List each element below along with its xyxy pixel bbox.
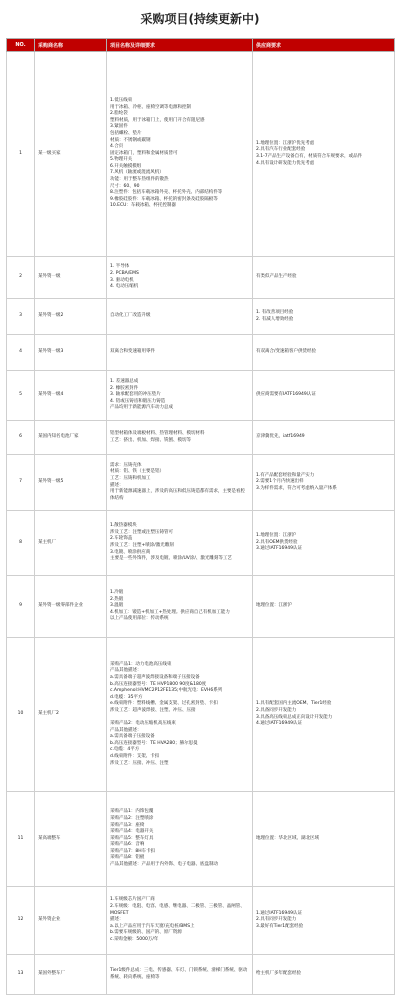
row-items: 1. 差速器总成 2. 橡胶密封件 3. 轴承配套用的冲压垫片 4. 铝或压铸齿和锻压力铸造 产品均用于新能源汽车动力总成 [107, 371, 253, 421]
row-items: 1. 半导体 2. PCBA/EMS 3. 驱动电机 4. 电动压缩机 [107, 257, 253, 299]
row-items: 采购产品1：动力电池高压线束 产品其他描述： a.需具备端子超声波焊接设备和端子压接设备 b.高压连接器型号：TE HVP1800 90度&180度 c.Amphenol:HVMC2P12FE135;中航光电：EVH6系列 d.电缆：35平方 e.线束附件：塑料线槽、金属支架、过孔密封垫、卡扣 涉及工艺：超声波焊接、注塑、冲压、压接 采购产品2：电动压缩机高压线束 产品其他描述： a.需具备端子压接设备 b.高压连接器型号：TE HVA280；赫尔思曼 c.电缆：4平方 d.线束附件：支架、卡扣 涉及工艺：压接、冲压、注塑 [107, 638, 253, 792]
row-supplier-requirements: 1.具有配套国内主流OEM、Tier1经验 2.具备同步开发能力 3.具备高压线束总成正向设计开发能力 4.通过IATF16949认证 [253, 638, 395, 792]
row-buyer-name: 某外资一级零部件企业 [35, 576, 107, 638]
row-no: 13 [7, 955, 35, 995]
row-supplier-requirements: 京津冀优先，iatf16949 [253, 421, 395, 455]
row-no: 4 [7, 335, 35, 371]
row-no: 7 [7, 455, 35, 511]
row-supplier-requirements: 给主机厂多年配套经验 [253, 955, 395, 995]
row-buyer-name: 某国内知名电池厂家 [35, 421, 107, 455]
row-buyer-name: 某主机厂2 [35, 638, 107, 792]
row-supplier-requirements: 1.有产品配套经验和量产实力 2.需要1个月内快速出样 3.为样件需求，符合可考虑纳入量产体系 [253, 455, 395, 511]
procurement-table [6, 38, 395, 995]
table-row [7, 335, 395, 371]
row-supplier-requirements: 1.地理位置：江浙沪优先考虑 2.具有汽车行业配套经验 3.1-7产品生产设备自有，材质符合车规要求，或品件 4.具有设计研发能力优先考虑 [253, 52, 395, 257]
row-no: 11 [7, 792, 35, 887]
row-supplier-requirements: 供应商需要有IATF16949认证 [253, 371, 395, 421]
row-buyer-name: 某外资一级3 [35, 335, 107, 371]
row-supplier-requirements: 1. 有改善项目经验 2. 有减人增效经验 [253, 299, 395, 335]
table-row [7, 887, 395, 955]
row-buyer-name: 某外资一级2 [35, 299, 107, 335]
row-buyer-name: 某外资企业 [35, 887, 107, 955]
row-supplier-requirements: 有类似产品生产经验 [253, 257, 395, 299]
row-items: 采购产品1：内饰包覆 采购产品2：注塑喷涂 采购产品3：座椅 采购产品4：电器开关 采购产品5：整车灯具 采购产品6：音响 采购产品7：8H车卡扣 采购产品8：铝板 产品其他描述：产品用于内外饰、电子电器、底盘制动 [107, 792, 253, 887]
row-no: 8 [7, 511, 35, 576]
row-items: 自动化工厂改造升级 [107, 299, 253, 335]
row-buyer-name: 某主机厂 [35, 511, 107, 576]
row-items: 铝型材箱体及端板材料、热管理材料、模切材料 工艺：挤出、机加、焊接、铣刨、模切等 [107, 421, 253, 455]
header-buyer-name: 采购商名称 [35, 39, 107, 52]
row-supplier-requirements: 1.通过IATF16949认证 2.具有同步开发能力 3.最好有Tier1配套经验 [253, 887, 395, 955]
row-items: 双离合和变速箱用零件 [107, 335, 253, 371]
row-items: 1.冷锻 2.热锻 3.温锻 4.机加工：锻造+机加工+热处理。供应商自己有机加工能力 以上产品使用部位：传动系统 [107, 576, 253, 638]
row-no: 9 [7, 576, 35, 638]
table-row [7, 511, 395, 576]
table-row [7, 421, 395, 455]
table-row [7, 638, 395, 792]
row-buyer-name: 某国外整车厂 [35, 955, 107, 995]
row-buyer-name: 某外资一级5 [35, 455, 107, 511]
row-items: Tier1级件总成：三电、传感器、车灯、门锁系统、滑梯门系统、驱动系统、转向系统、座椅等 [107, 955, 253, 995]
table-row [7, 455, 395, 511]
table-row [7, 52, 395, 257]
table-row [7, 299, 395, 335]
row-supplier-requirements: 有双离合/变速箱客户供货经验 [253, 335, 395, 371]
row-buyer-name: 某一级买家 [35, 52, 107, 257]
row-items: 1.低压线束 用于冰箱、冷柜、座椅空调等电源和控制 2.脂纶袋 塑料材质，用于冰箱门上，使用门开合有阻尼感 3.紧固件 包括螺栓、垫片 材质：不锈钢或碳钢 4.合页 固定冰箱门，塑料和金属材质皆可 5.物理开关 6.开关触摸模组 7.风机（轴流或混流风机） 功能：用于整车热组件的散热 尺寸：60、90 8.注塑件：包括车载冰箱外壳、杯托外壳、内部结构件等 9.橡胶硅胶件：车载冰箱、杯托的密封条及硅胶隔板等 10.ECU：车载冰箱、杯托控制器 [107, 52, 253, 257]
row-supplier-requirements: 1.地理位置：江浙沪 2.具有OEM供货经验 3.通过IATF16949认证 [253, 511, 395, 576]
row-items: 需求：压铸壳体 材质：铝、铁（主要是铝） 工艺：压铸和机加工 描述： 用于新能源减速器上，涉及的高压和低压铸造都有需求，主要是看腔体结构 [107, 455, 253, 511]
row-items: 1.车规级芯片国产厂商 2.车规级：电阻、电容、电感、继电器、二极管、三极管、晶闸管、MOSFET 描述： a.以上产品应用于汽车天窗/充电桩/BMS上 b.需要车规级的、国产的、原厂资源 c.采购金额：5000万/年 [107, 887, 253, 955]
table-row [7, 576, 395, 638]
table-header-row [7, 39, 395, 52]
table-row [7, 371, 395, 421]
row-buyer-name: 某外资一级4 [35, 371, 107, 421]
table-row [7, 955, 395, 995]
header-no: NO. [7, 39, 35, 52]
table-row [7, 792, 395, 887]
row-no: 3 [7, 299, 35, 335]
row-supplier-requirements: 地理位置：江浙沪 [253, 576, 395, 638]
header-supplier-requirements: 供应商要求 [253, 39, 395, 52]
row-no: 10 [7, 638, 35, 792]
row-no: 12 [7, 887, 35, 955]
row-supplier-requirements: 地理位置：华北区域、湖北区域 [253, 792, 395, 887]
row-buyer-name: 某外资一级 [35, 257, 107, 299]
table-row [7, 257, 395, 299]
page-title: 采购项目(持续更新中) [140, 12, 260, 26]
row-buyer-name: 某高端整车 [35, 792, 107, 887]
row-no: 1 [7, 52, 35, 257]
row-no: 2 [7, 257, 35, 299]
row-items: 1.散热器模块 涉及工艺：注塑或注塑压铸管可 2.车轮饰盖 涉及工艺：注塑+喷涂/激光雕刻 3.电镀、喷涂供应商 主要是一些外饰件，涉及电镀、喷涂/UV涂/、激光雕刻等工艺 [107, 511, 253, 576]
header-items: 项目名称及详细要求 [107, 39, 253, 52]
row-no: 6 [7, 421, 35, 455]
row-no: 5 [7, 371, 35, 421]
